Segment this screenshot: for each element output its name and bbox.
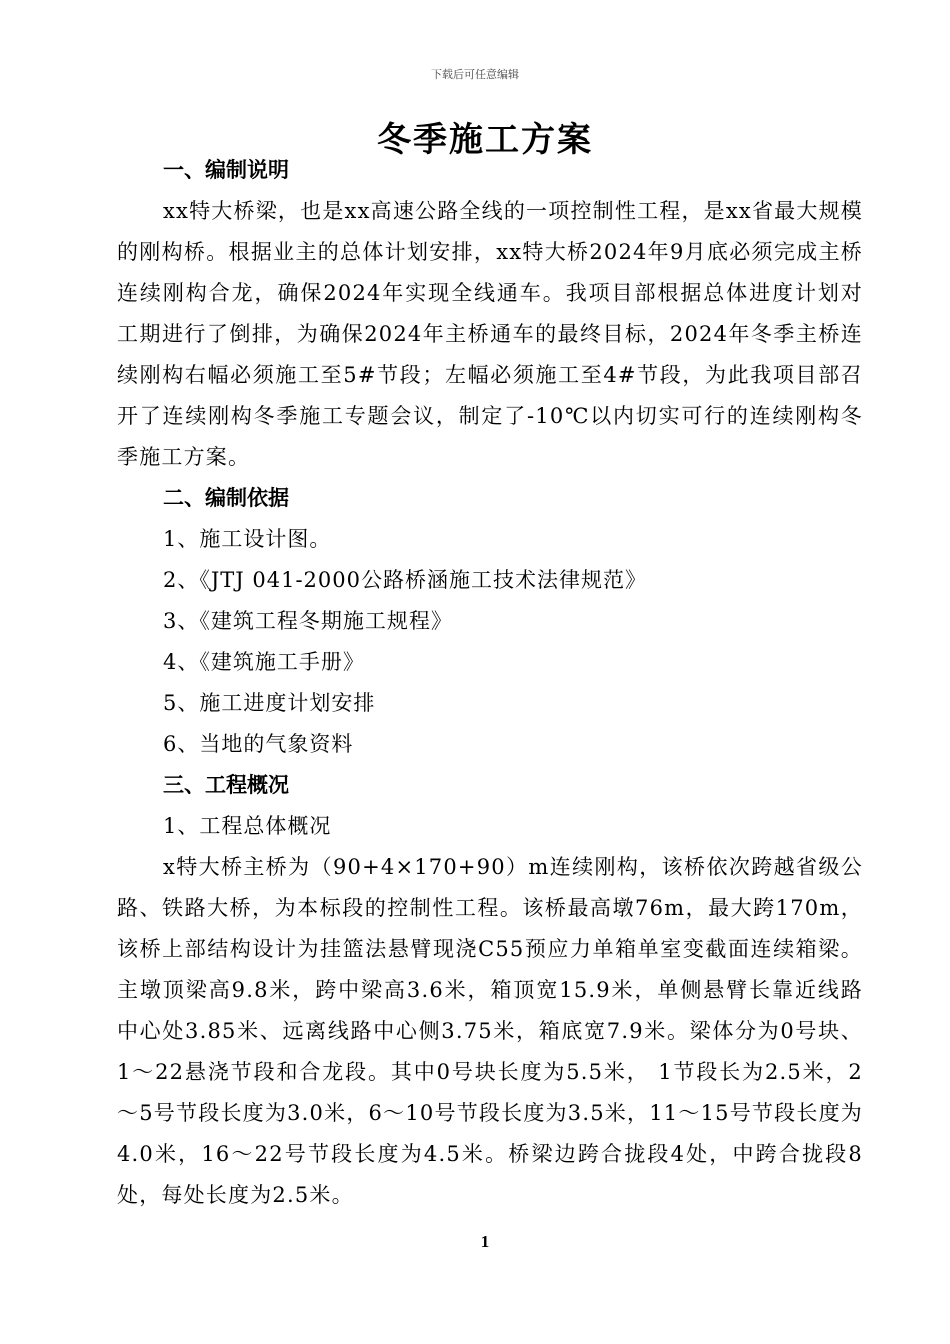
- header-note: 下载后可任意编辑: [431, 68, 519, 81]
- basis-list-item: 5、施工进度计划安排: [163, 691, 376, 715]
- section-paragraph-3: x特大桥主桥为（90+4×170+90）m连续刚构，该桥依次跨越省级公路、铁路大桥，为本标段的控制性工程。该桥最高墩76m，最大跨170m，该桥上部结构设计为挂篮法悬臂现浇C55预应力单箱单室变截面连续箱梁。主墩顶梁高9.8米，跨中梁高3.6米，箱顶宽15.9米，单侧悬臂长靠近线路中心处3.85米、远离线路中心侧3.75米，箱底宽7.9米。梁体分为0号块、1～22悬浇节段和合龙段。其中0号块长度为5.5米， 1节段长为2.5米，2～5号节段长度为3.0米，6～10号节段长度为3.5米，11～15号节段长度为4.0米，16～22号节段长度为4.5米。桥梁边跨合拢段4处，中跨合拢段8处，每处长度为2.5米。: [117, 855, 863, 1207]
- page-number: 1: [480, 1232, 490, 1251]
- section-paragraph-1: xx特大桥梁，也是xx高速公路全线的一项控制性工程，是xx省最大规模的刚构桥。根据业主的总体计划安排，xx特大桥2024年9月底必须完成主桥连续刚构合龙，确保2024年实现全线通车。我项目部根据总体进度计划对工期进行了倒排，为确保2024年主桥通车的最终目标，2024年冬季主桥连续刚构右幅必须施工至5#节段；左幅必须施工至4#节段，为此我项目部召开了连续刚构冬季施工专题会议，制定了-10℃以内切实可行的连续刚构冬季施工方案。: [117, 199, 863, 469]
- basis-list-item: 3、《建筑工程冬期施工规程》: [163, 609, 453, 633]
- document-body: [117, 150, 863, 1216]
- section-subheading: 1、工程总体概况: [163, 814, 332, 838]
- basis-list-item: 1、施工设计图。: [163, 527, 332, 551]
- section-heading-2: 二、编制依据: [163, 486, 289, 510]
- section-heading-1: 一、编制说明: [163, 158, 289, 182]
- basis-list-item: 4、《建筑施工手册》: [163, 650, 365, 674]
- basis-list-item: 2、《JTJ 041-2000公路桥涵施工技术法律规范》: [163, 568, 648, 592]
- document-title: 冬季施工方案: [377, 120, 593, 160]
- section-heading-3: 三、工程概况: [163, 773, 289, 797]
- basis-list-item: 6、当地的气象资料: [163, 732, 354, 756]
